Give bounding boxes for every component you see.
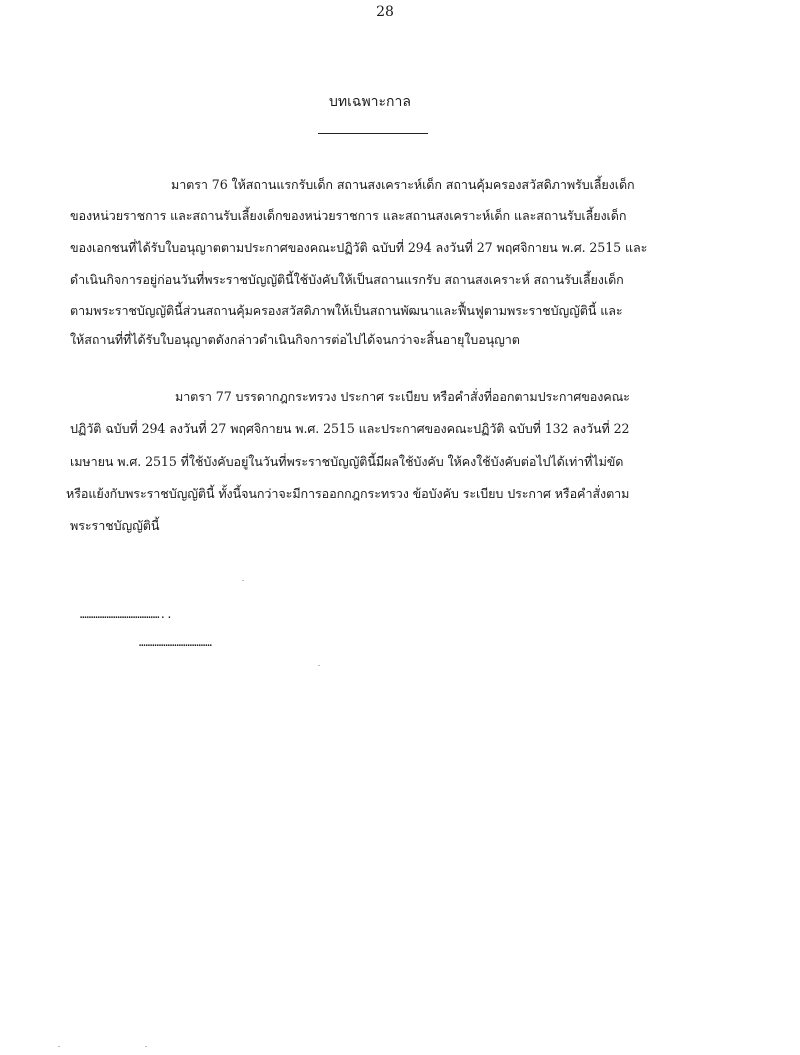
section-heading: บทเฉพาะกาล (329, 94, 411, 110)
section-76-line: มาตรา 76 ให้สถานแรกรับเด็ก สถานสงเคราะห์เด็ก สถานคุ้มครองสวัสดิภาพรับเลี้ยงเด็ก (171, 177, 635, 192)
heading-underline (318, 133, 428, 134)
section-76-line: ของหน่วยราชการ และสถานรับเลี้ยงเด็กของหน่วยราชการ และสถานสงเคราะห์เด็ก และสถานรับเลี้ยงเด็ก (70, 208, 627, 223)
section-76-line: ให้สถานที่ที่ได้รับใบอนุญาตดังกล่าวดำเนินกิจการต่อไปได้จนกว่าจะสิ้นอายุใบอนุญาต (70, 332, 520, 347)
section-77-line: ปฏิวัติ ฉบับที่ 294 ลงวันที่ 27 พฤศจิกายน พ.ศ. 2515 และประกาศของคณะปฏิวัติ ฉบับที่ 132 ลงวันที่ 22 (70, 421, 630, 436)
scan-speck (318, 665, 320, 666)
scan-speck (58, 1046, 60, 1047)
section-76-line: ของเอกชนที่ได้รับใบอนุญาตตามประกาศของคณะปฏิวัติ ฉบับที่ 294 ลงวันที่ 27 พฤศจิกายน พ.ศ. 2515 และ (70, 240, 648, 255)
section-76-line: ดำเนินกิจการอยู่ก่อนวันที่พระราชบัญญัตินี้ใช้บังคับให้เป็นสถานแรกรับ สถานสงเคราะห์ สถานรับเลี้ยงเด็ก (70, 272, 624, 287)
scan-speck (145, 1046, 147, 1047)
section-77-line: เมษายน พ.ศ. 2515 ที่ใช้บังคับอยู่ในวันที่พระราชบัญญัตินี้มีผลใช้บังคับ ให้คงใช้บังคับต่อไปได้เท่าที่ไม่ขัด (70, 454, 624, 469)
signature-title-line: …………………………… (139, 636, 212, 649)
scan-speck (242, 580, 244, 581)
section-77-line: พระราชบัญญัตินี้ (70, 518, 160, 533)
page-number: 28 (376, 4, 394, 20)
section-77-line: หรือแย้งกับพระราชบัญญัตินี้ ทั้งนี้จนกว่าจะมีการออกกฎกระทรวง ข้อบังคับ ระเบียบ ประกาศ หรือคำสั่งตาม (66, 486, 630, 501)
section-76-line: ตามพระราชบัญญัตินี้ส่วนสถานคุ้มครองสวัสดิภาพให้เป็นสถานพัฒนาและฟื้นฟูตามพระราชบัญญัตินี้ และ (70, 303, 623, 318)
section-77-line: มาตรา 77 บรรดากฎกระทรวง ประกาศ ระเบียบ หรือคำสั่งที่ออกตามประกาศของคณะ (175, 389, 630, 404)
signature-line: ……………………………….. (80, 608, 173, 621)
